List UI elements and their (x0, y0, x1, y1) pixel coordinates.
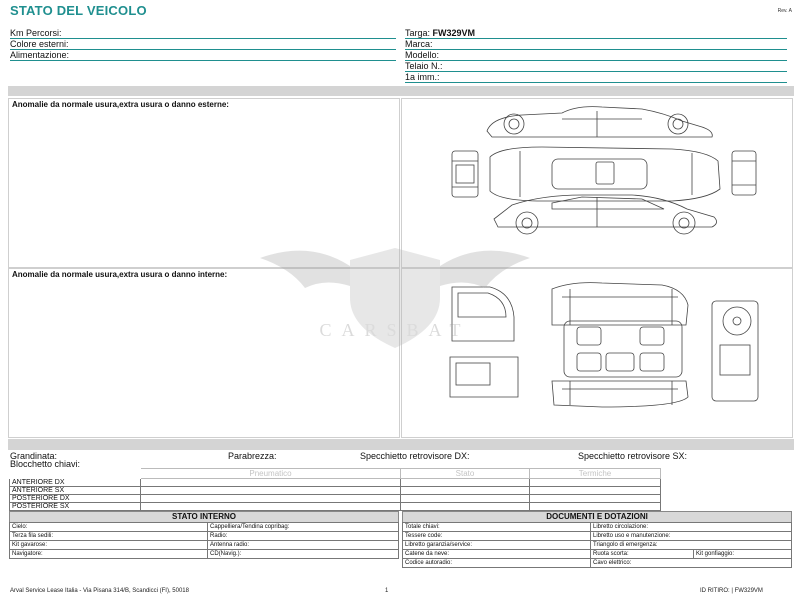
car-side-view-top (487, 107, 712, 137)
check-parabrezza: Parabrezza: (228, 451, 277, 461)
table-row (10, 487, 661, 495)
tyre-cell[interactable] (530, 479, 661, 487)
doc-cell[interactable]: Codice autoradio: (403, 559, 591, 568)
table-row (403, 523, 792, 532)
footer-id-label: ID RITIRO: (700, 588, 730, 594)
line-targa (405, 38, 787, 39)
field-imm-line[interactable] (405, 82, 787, 83)
tyre-cell[interactable] (141, 495, 401, 503)
field-targa-label: Targa: (405, 28, 431, 38)
tyre-table (9, 468, 661, 511)
interno-cell[interactable]: CD(Navig.): (208, 550, 399, 559)
stato-interno-table (9, 522, 399, 559)
interno-cell[interactable]: Terza fila sedili: (10, 532, 208, 541)
car-top-view (490, 147, 720, 201)
external-damage-label: Anomalie da normale usura,extra usura o danno esterne: (12, 100, 229, 109)
doc-cell[interactable]: Kit gonfiaggio: (694, 550, 792, 559)
footer-company: Arval Service Lease Italia - Via Pisana 314/B, Scandicci (FI), 50018 (10, 588, 189, 594)
revision-label: Rev. A (777, 8, 792, 14)
field-immatricolazione: 1a imm.: (405, 72, 440, 82)
page-title: STATO DEL VEICOLO (10, 3, 147, 18)
field-modello-line[interactable] (405, 60, 787, 61)
documenti-table (402, 522, 792, 568)
field-marca: Marca: (405, 39, 433, 49)
dashboard-steering (712, 301, 758, 401)
doc-cell[interactable]: Triangolo di emergenza: (591, 541, 792, 550)
field-alimentazione: Alimentazione: (10, 50, 70, 60)
interno-cell[interactable]: Antenna radio: (208, 541, 399, 550)
table-row (10, 503, 661, 511)
field-modello: Modello: (405, 50, 440, 60)
tyre-cell[interactable] (141, 503, 401, 511)
table-row (10, 479, 661, 487)
table-row (10, 550, 399, 559)
check-specchietto-dx: Specchietto retrovisore DX: (360, 451, 470, 461)
field-targa-value: FW329VM (432, 28, 476, 38)
interno-cell[interactable]: Kit gavarose: (10, 541, 208, 550)
table-row (403, 559, 792, 568)
section-divider (8, 86, 794, 96)
tyre-cell[interactable] (401, 495, 530, 503)
documenti-title: DOCUMENTI E DOTAZIONI (402, 511, 792, 523)
doc-cell[interactable]: Libretto garanzia/service: (403, 541, 591, 550)
tyre-col-termiche: Termiche (530, 469, 661, 479)
tyre-cell[interactable] (530, 503, 661, 511)
tyre-cell[interactable] (530, 487, 661, 495)
tyre-cell[interactable] (141, 487, 401, 495)
table-row (403, 550, 792, 559)
field-telaio: Telaio N.: (405, 61, 443, 71)
tyre-header-row (10, 469, 661, 479)
doc-cell[interactable]: Tessere code: (403, 532, 591, 541)
doc-cell[interactable]: Ruota scorta: (591, 550, 694, 559)
table-row (10, 541, 399, 550)
doc-cell[interactable]: Libretto circolazione: (591, 523, 792, 532)
interno-cell[interactable]: Navigatore: (10, 550, 208, 559)
carsbat-watermark (250, 238, 540, 358)
tyre-cell[interactable] (141, 479, 401, 487)
field-telaio-line[interactable] (405, 71, 787, 72)
footer-id-value: | FW329VM (731, 588, 763, 594)
tyre-row-label: POSTERIORE DX (10, 495, 141, 503)
check-specchietto-sx: Specchietto retrovisore SX: (578, 451, 688, 461)
field-alimentazione-line[interactable] (10, 60, 396, 61)
stato-interno-title: STATO INTERNO (9, 511, 399, 523)
field-marca-line[interactable] (405, 49, 787, 50)
table-row (10, 532, 399, 541)
table-row (403, 532, 792, 541)
checks-divider (8, 439, 794, 450)
footer-page-number: 1 (385, 588, 389, 594)
tyre-col-stato: Stato (401, 469, 530, 479)
table-row (403, 541, 792, 550)
tyre-cell[interactable] (530, 495, 661, 503)
tyre-cell[interactable] (401, 503, 530, 511)
watermark-text: CARSBAT (319, 320, 471, 340)
table-row (10, 523, 399, 532)
doc-cell[interactable]: Catene da neve: (403, 550, 591, 559)
tyre-blank-header (10, 469, 141, 479)
interno-cell[interactable]: Cappelliera/Tendina copribag: (208, 523, 399, 532)
doc-cell[interactable]: Totale chiavi: (403, 523, 591, 532)
tyre-row-label: ANTERIORE SX (10, 487, 141, 495)
interno-cell[interactable]: Cielo: (10, 523, 208, 532)
tyre-cell[interactable] (401, 487, 530, 495)
internal-damage-label: Anomalie da normale usura,extra usura o danno interne: (12, 270, 228, 279)
footer-id (700, 588, 763, 594)
cabin-plan (552, 283, 688, 407)
check-grandinata: Grandinata: (10, 451, 58, 461)
tyre-cell[interactable] (401, 479, 530, 487)
field-km: Km Percorsi: (10, 28, 62, 38)
tyre-row-label: ANTERIORE DX (10, 479, 141, 487)
car-rear-view (732, 151, 756, 195)
field-colore: Colore esterni: (10, 39, 69, 49)
check-blocchetto: Blocchetto chiavi: (10, 459, 81, 469)
doc-cell[interactable]: Cavo elettrico: (591, 559, 792, 568)
car-front-view (452, 151, 478, 197)
table-row (10, 495, 661, 503)
rear-door-panel (450, 357, 518, 397)
interno-cell[interactable]: Radio: (208, 532, 399, 541)
tyre-row-label: POSTERIORE SX (10, 503, 141, 511)
tyre-col-pneumatico: Pneumatico (141, 469, 401, 479)
doc-cell[interactable]: Libretto uso e manutenzione: (591, 532, 792, 541)
